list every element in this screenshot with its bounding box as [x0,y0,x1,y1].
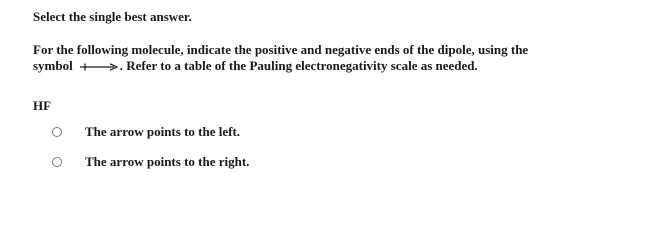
molecule-label: HF [33,98,52,113]
crossed-arrow-icon [79,62,119,72]
question-text [33,42,633,74]
answer-option-left-label[interactable]: The arrow points to the left. [85,124,241,139]
answer-option-right-label[interactable]: The arrow points to the right. [85,154,250,169]
radio-button-left[interactable] [52,127,62,137]
instruction-text: Select the single best answer. [33,9,192,24]
question-line-2 [33,58,633,74]
radio-button-right[interactable] [52,157,62,167]
answer-option-left[interactable] [52,124,240,140]
question-line-2-prefix: symbol [33,58,73,73]
question-line-1: For the following molecule, indicate the positive and negative ends of the dipole, using the [33,42,529,57]
question-line-2-suffix: . Refer to a table of the Pauling electronegativity scale as needed. [119,58,478,73]
answer-option-right[interactable] [52,154,249,170]
